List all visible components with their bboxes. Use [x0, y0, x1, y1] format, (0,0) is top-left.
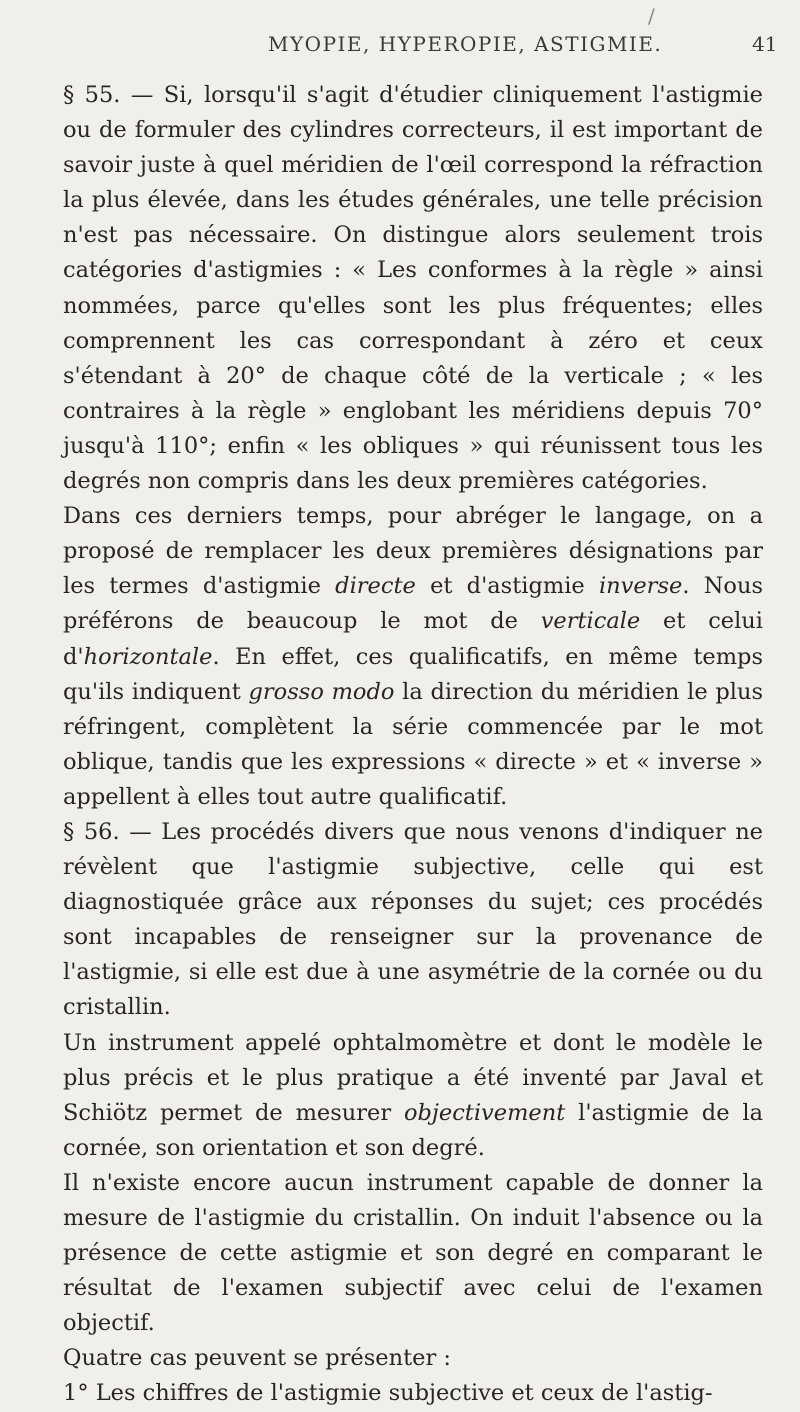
running-header-title: MYOPIE, HYPEROPIE, ASTIGMIE. — [268, 32, 663, 56]
paragraph-ophtalmometre: Un instrument appelé ophtalmomètre et dont le modèle le plus précis et le plus pratique a été inventé par Javal et Schiötz permet de mesurer objectivement l'astigmie de la cornée, son orientation et son degré. — [63, 1029, 763, 1161]
margin-mark: / — [648, 4, 655, 28]
body-text — [63, 78, 763, 1412]
paragraph-case-1: 1° Les chiffres de l'astigmie subjective et ceux de l'astig- — [63, 1380, 713, 1407]
running-header — [0, 26, 800, 66]
paragraph-quatre-cas: Quatre cas peuvent se présenter : — [63, 1345, 451, 1372]
paragraph-section-55: § 55. — Si, lorsqu'il s'agit d'étudier cliniquement l'astigmie ou de formuler des cylindres correcteurs, il est important de savoir juste à quel méridien de l'œil correspond la réfraction la plus élevée, dans les études générales, une telle précision n'est pas nécessaire. On distingue alors seulement trois catégories d'astigmies : « Les conformes à la règle » ainsi nommées, parce qu'elles sont les plus fréquentes; elles comprennent les cas correspondant à zéro et ceux s'étendant à 20° de chaque côté de la verticale ; « les contraires à la règle » englobant les méridiens depuis 70° jusqu'à 110°; enfin « les obliques » qui réunissent tous les degrés non compris dans les deux premières catégories. — [63, 82, 763, 495]
paragraph-cristallin: Il n'existe encore aucun instrument capable de donner la mesure de l'astigmie du cristallin. On induit l'absence ou la présence de cette astigmie et son degré en comparant le résultat de l'examen subjectif avec celui de l'examen objectif. — [63, 1169, 763, 1337]
paragraph-section-56: § 56. — Les procédés divers que nous venons d'indiquer ne révèlent que l'astigmie subjective, celle qui est diagnostiquée grâce aux réponses du sujet; ces procédés sont incapables de renseigner sur la provenance de l'astigmie, si elle est due à une asymétrie de la cornée ou du cristallin. — [63, 818, 763, 1021]
paragraph-terminology: Dans ces derniers temps, pour abréger le langage, on a proposé de remplacer les deux premières désignations par les termes d'astigmie directe et d'astigmie inverse. Nous préférons de beaucoup le mot de verticale et celui d'horizontale. En effet, ces qualificatifs, en même temps qu'ils indiquent grosso modo la direction du méridien le plus réfringent, complètent la série commencée par le mot oblique, tandis que les expressions « directe » et « inverse » appellent à elles tout autre qualificatif. — [63, 503, 763, 810]
page-number: 41 — [752, 32, 778, 56]
